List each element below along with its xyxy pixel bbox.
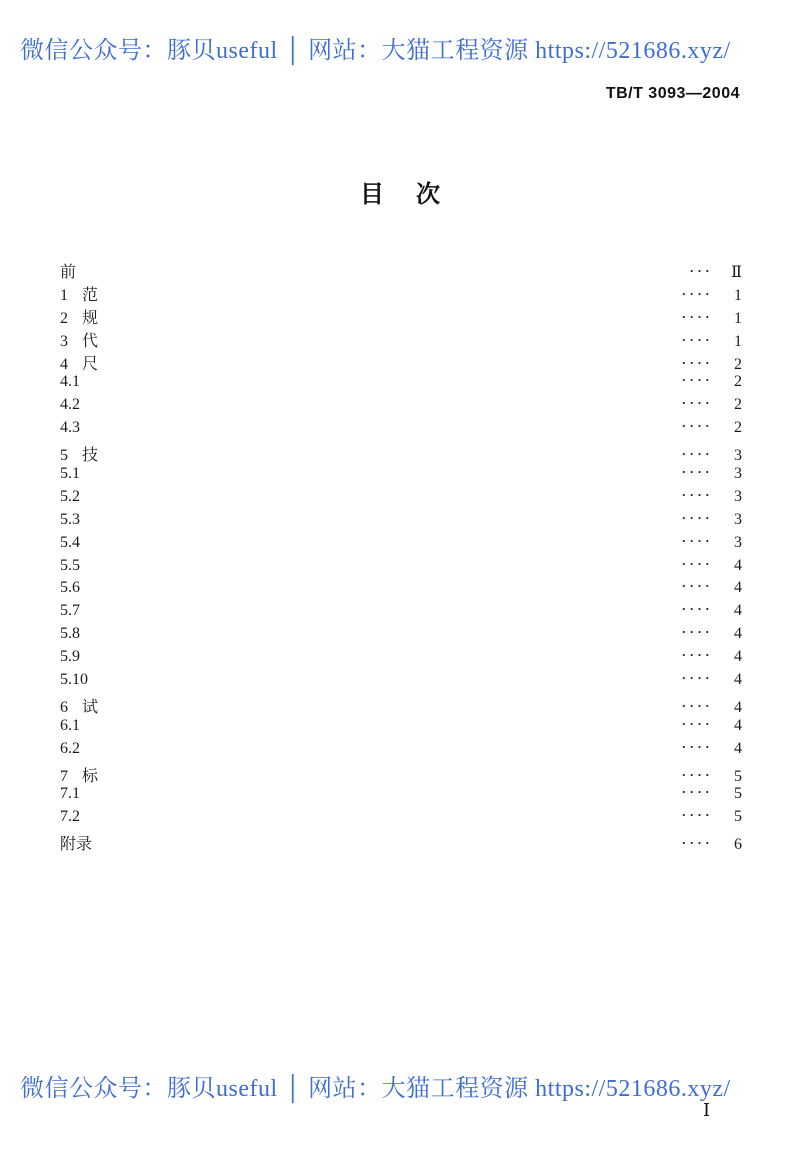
toc-entry-number: 5.4 (60, 533, 80, 551)
toc-entry (60, 671, 742, 694)
toc-entry-dots: ··· (689, 263, 713, 278)
toc-entry-page: 6 (734, 836, 742, 854)
toc-entry-number: 4.1 (60, 373, 80, 391)
toc-entry (60, 602, 742, 625)
toc-entry-dots: ···· (681, 784, 713, 800)
toc-entry-title: 前 (60, 264, 77, 281)
toc-entry (60, 763, 742, 786)
toc-entry-dots: ···· (681, 715, 713, 731)
toc-entry-number: 5.3 (60, 510, 80, 528)
toc-entry (60, 717, 742, 740)
toc-entry-number: 1 (60, 286, 68, 304)
toc-entry-page: 4 (734, 602, 742, 620)
toc-entry-number: 5 (60, 447, 68, 465)
toc-entry-number: 5.5 (60, 556, 80, 574)
toc-entry-dots: ···· (681, 418, 713, 434)
toc-entry-dots: ···· (681, 395, 713, 411)
toc-entry-page: 3 (734, 447, 742, 465)
toc-entry-dots: ···· (681, 601, 713, 617)
toc-entry (60, 328, 742, 351)
toc-entry-page: 4 (734, 671, 742, 689)
toc-entry-page: 5 (734, 785, 742, 803)
toc-entry-page: 1 (734, 332, 742, 350)
toc-entry-number: 5.6 (60, 579, 80, 597)
toc-entry-page: 4 (734, 648, 742, 666)
toc-entry-dots: ···· (681, 835, 713, 851)
toc-entry (60, 785, 742, 808)
toc-entry-page: 3 (734, 465, 742, 483)
toc-entry-page: 4 (734, 698, 742, 716)
toc-entry-dots: ···· (681, 738, 713, 754)
toc-entry-title: 尺 (82, 355, 99, 373)
toc-entry (60, 511, 742, 534)
toc-entry-page: 4 (734, 625, 742, 643)
toc-entry-dots: ···· (681, 354, 713, 370)
toc-list (60, 259, 742, 854)
toc-entry (60, 373, 742, 396)
toc-entry-title: 试 (82, 698, 99, 716)
page-title (0, 174, 800, 209)
toc-entry-dots: ···· (681, 578, 713, 594)
toc-entry-page: 3 (734, 533, 742, 551)
toc-entry-page: 4 (734, 739, 742, 757)
toc-entry-number: 4.2 (60, 396, 80, 414)
toc-entry-dots: ···· (681, 766, 713, 782)
toc-entry-dots: ···· (681, 807, 713, 823)
title-char-1: 目 (360, 182, 384, 208)
toc-entry (60, 557, 742, 580)
toc-entry (60, 740, 742, 763)
toc-entry-page: 1 (734, 286, 742, 304)
toc-entry-number: 6.2 (60, 739, 80, 757)
toc-entry (60, 579, 742, 602)
toc-entry (60, 351, 742, 374)
toc-entry (60, 442, 742, 465)
toc-entry-title: 技 (82, 447, 99, 465)
toc-entry-number: 7.1 (60, 785, 80, 803)
toc-entry-number: 7 (60, 767, 68, 785)
toc-entry-dots: ···· (681, 285, 713, 301)
toc-entry-page: 1 (734, 309, 742, 327)
toc-entry-page: 5 (734, 767, 742, 785)
toc-entry-page: Ⅱ (731, 264, 742, 281)
toc-entry (60, 305, 742, 328)
toc-entry-dots: ···· (681, 624, 713, 640)
toc-entry-page: 2 (734, 396, 742, 414)
page-number: Ⅰ (703, 1100, 711, 1120)
toc-entry-title: 规 (82, 309, 99, 327)
toc-entry (60, 534, 742, 557)
toc-entry-dots: ···· (681, 372, 713, 388)
watermark-header: 微信公众号：豚贝useful │ 网站：大猫工程资源 https://521686.xyz/ (20, 38, 731, 64)
toc-entry-title: 附录 (60, 836, 93, 854)
toc-entry-number: 6.1 (60, 716, 80, 734)
toc-entry-title: 范 (82, 286, 99, 304)
toc-entry-dots: ···· (681, 331, 713, 347)
toc-entry (60, 282, 742, 305)
toc-entry-dots: ···· (681, 670, 713, 686)
toc-entry-dots: ···· (681, 308, 713, 324)
toc-entry (60, 488, 742, 511)
toc-entry-number: 5.10 (60, 671, 88, 689)
toc-entry-number: 5.1 (60, 465, 80, 483)
toc-entry-dots: ···· (681, 697, 713, 713)
toc-entry-page: 3 (734, 510, 742, 528)
toc-entry-number: 6 (60, 698, 68, 716)
toc-entry-page: 5 (734, 808, 742, 826)
toc-entry-dots: ···· (681, 464, 713, 480)
toc-entry-number: 5.2 (60, 487, 80, 505)
toc-entry-page: 2 (734, 373, 742, 391)
toc-entry (60, 465, 742, 488)
toc-entry-dots: ···· (681, 446, 713, 462)
toc-entry-title: 标 (82, 767, 99, 785)
toc-entry-page: 2 (734, 419, 742, 437)
toc-entry-title: 代 (82, 332, 99, 350)
toc-entry-dots: ···· (681, 647, 713, 663)
toc-entry-number: 7.2 (60, 808, 80, 826)
toc-entry-page: 4 (734, 579, 742, 597)
toc-entry-number: 4 (60, 355, 68, 373)
toc-entry (60, 694, 742, 717)
toc-entry-number: 2 (60, 309, 68, 327)
toc-entry-page: 2 (734, 355, 742, 373)
toc-entry-dots: ···· (681, 555, 713, 571)
toc-entry (60, 648, 742, 671)
toc-entry-dots: ···· (681, 532, 713, 548)
toc-entry-number: 5.9 (60, 648, 80, 666)
toc-entry-dots: ···· (681, 486, 713, 502)
toc-entry-number: 4.3 (60, 419, 80, 437)
toc-entry (60, 808, 742, 831)
toc-entry-number: 5.8 (60, 625, 80, 643)
toc-entry (60, 831, 742, 854)
title-char-2: 次 (416, 182, 440, 208)
doc-code: TB/T 3093—2004 (605, 85, 740, 102)
toc-entry (60, 396, 742, 419)
toc-entry-page: 4 (734, 556, 742, 574)
toc-entry-page: 4 (734, 716, 742, 734)
toc-entry (60, 419, 742, 442)
toc-entry-page: 3 (734, 487, 742, 505)
toc-entry (60, 625, 742, 648)
toc-entry-number: 5.7 (60, 602, 80, 620)
toc-entry-dots: ···· (681, 509, 713, 525)
toc-entry-number: 3 (60, 332, 68, 350)
watermark-footer: 微信公众号：豚贝useful │ 网站：大猫工程资源 https://521686.xyz/ (20, 1076, 731, 1102)
toc-entry (60, 259, 742, 282)
